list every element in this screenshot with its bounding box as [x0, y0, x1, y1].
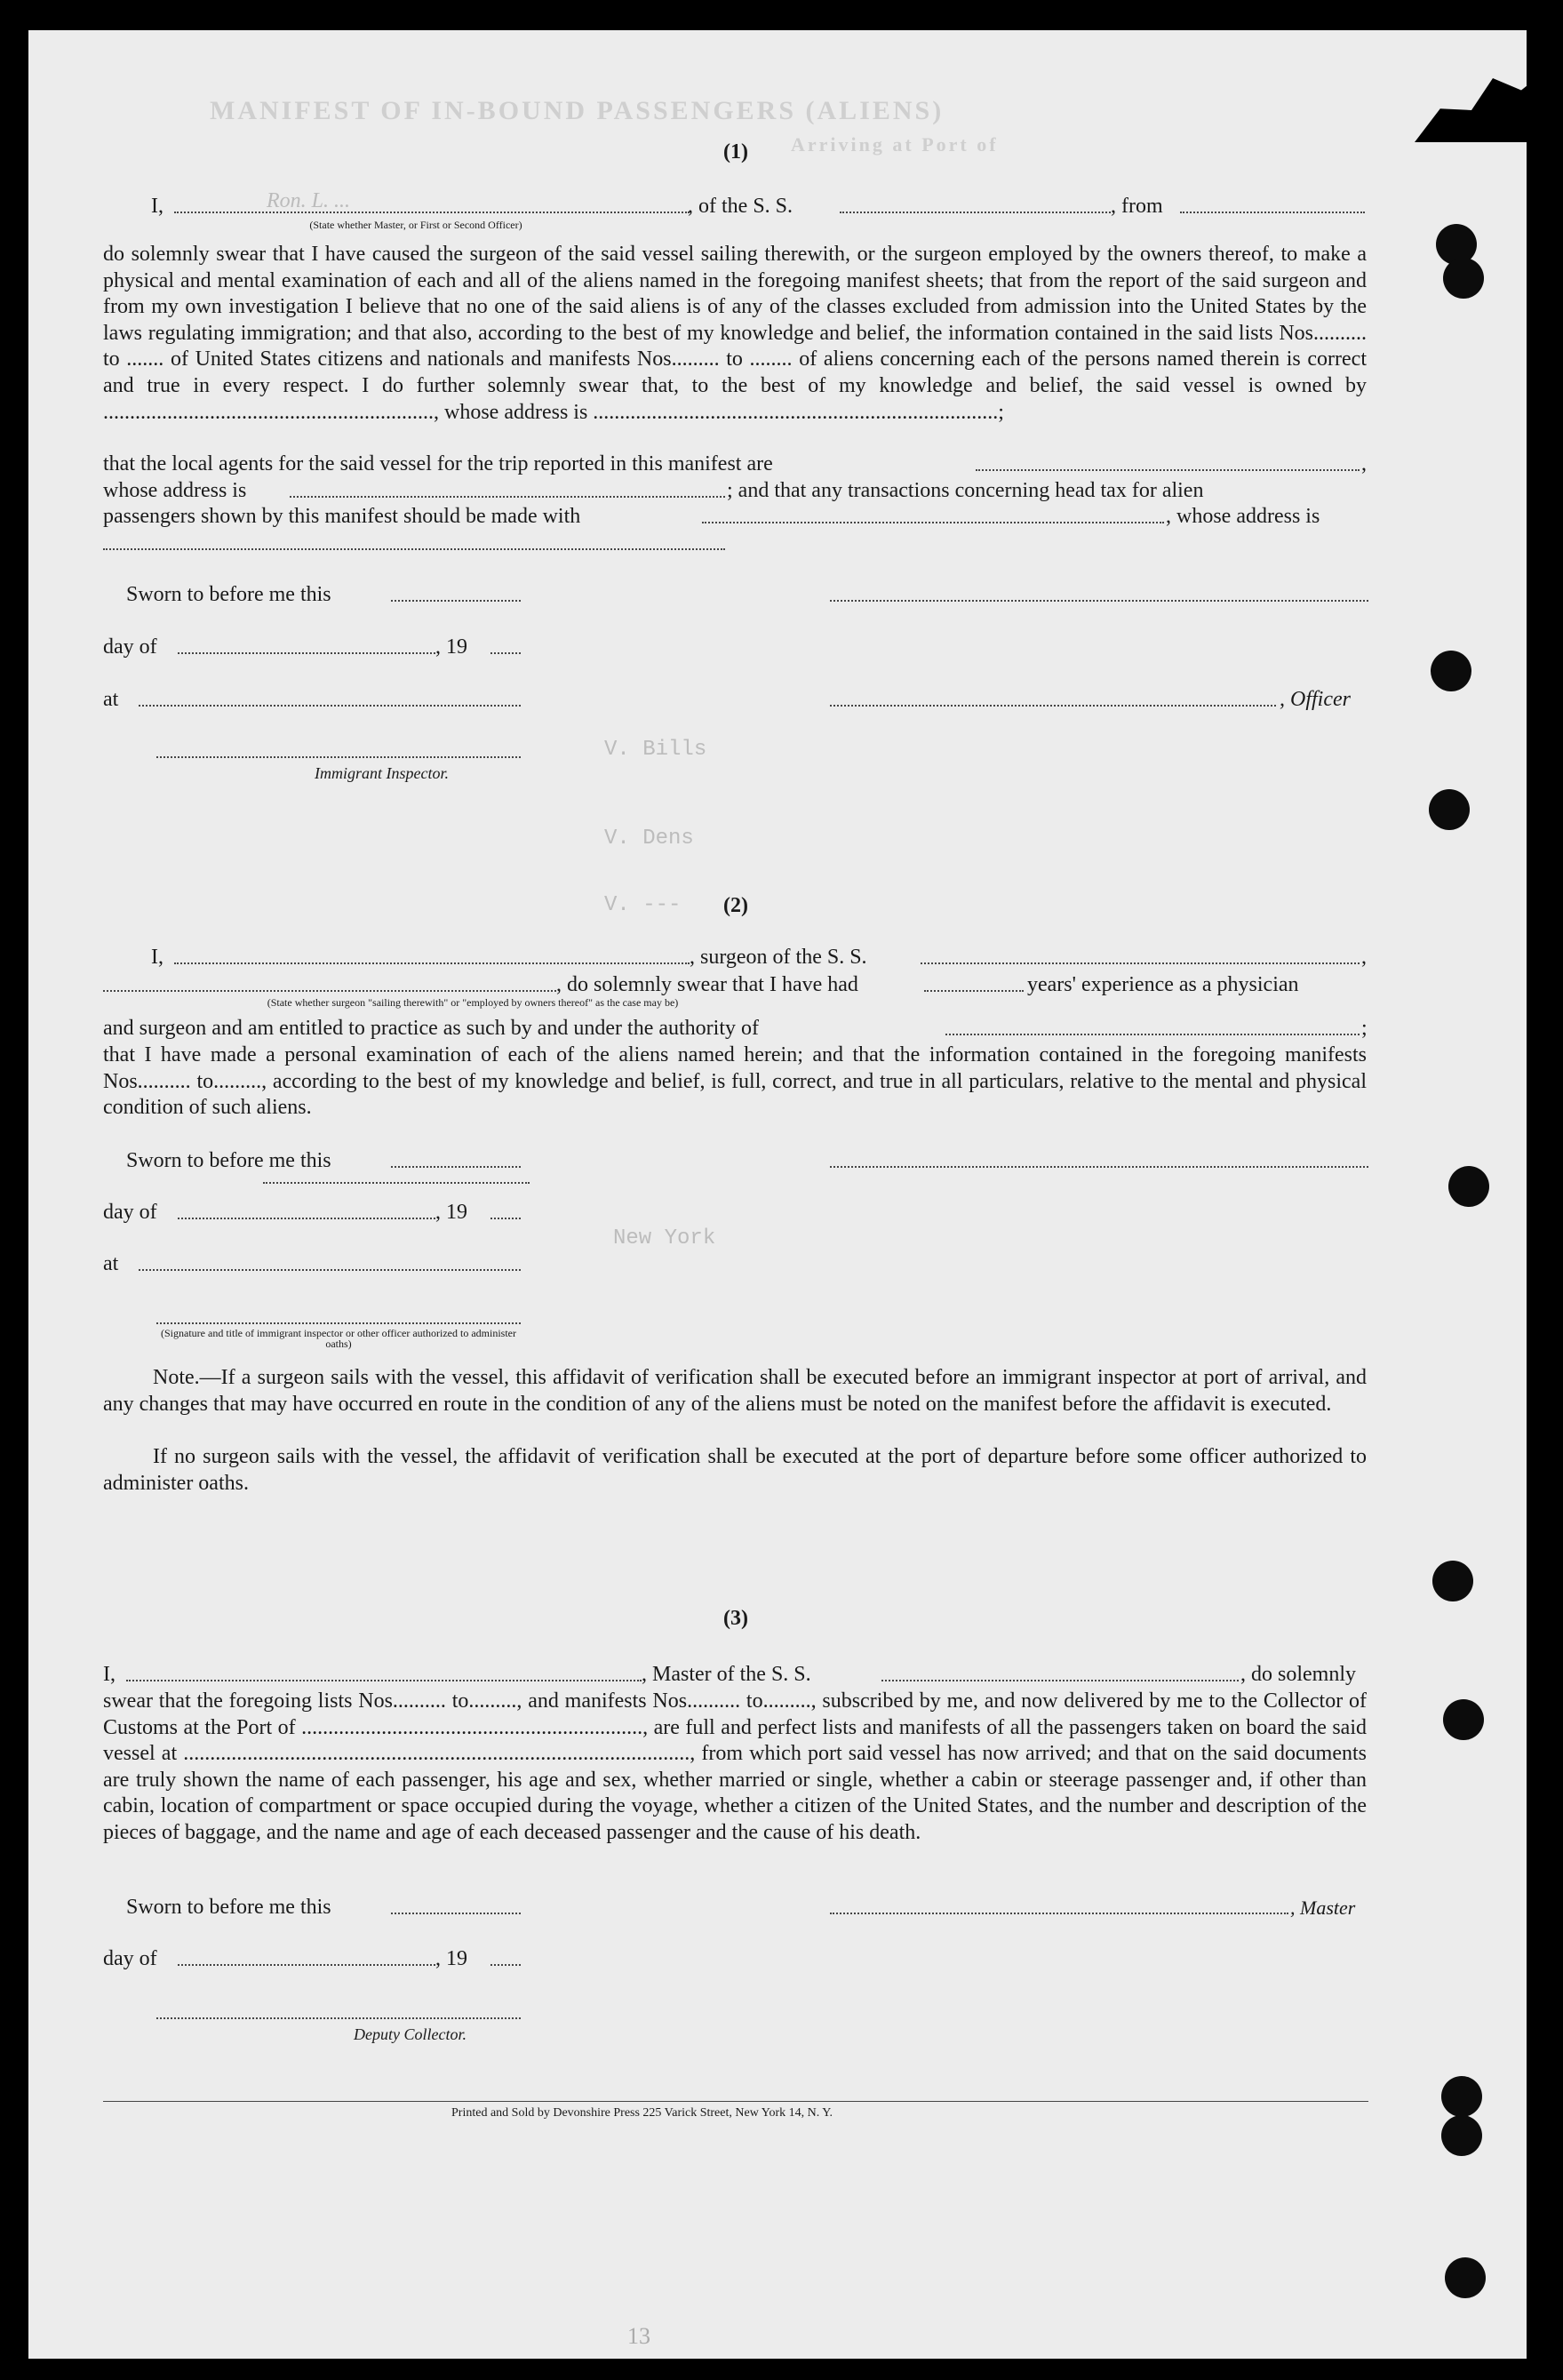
- agent-address-label: whose address is: [103, 479, 247, 502]
- officer-name-line: [174, 212, 690, 213]
- years-line: [924, 990, 1024, 992]
- head-tax-party-line: [702, 522, 1164, 523]
- officer-label: , Officer: [1280, 688, 1351, 711]
- day-of-label: day of: [103, 1947, 157, 1970]
- do-solemnly-label: , do solemnly: [1240, 1663, 1356, 1686]
- binder-hole: [1445, 2257, 1486, 2298]
- do-solemnly-label: , do solemnly swear that I have had: [556, 973, 858, 996]
- agent-address-line: [290, 496, 725, 498]
- section-2-body: that I have made a personal examination of each of the aliens named herein; and that the information contained in the foregoing manifests Nos.......... to........., according to the best of my knowledge and belief, is full, correct, and true in all particulars, relative to the mental and physical condition of such aliens.: [103, 1043, 1367, 1120]
- section-1-i: I,: [151, 195, 163, 218]
- section-2-heading: (2): [723, 894, 748, 917]
- inspector-caption: Immigrant Inspector.: [315, 764, 449, 782]
- binder-hole: [1443, 258, 1484, 299]
- section-1-heading: (1): [723, 140, 748, 164]
- officer-name-handwritten: Ron. L. ...: [267, 189, 351, 212]
- at-label: at: [103, 1252, 119, 1275]
- at-place-line: [139, 1269, 521, 1271]
- master-vessel-line: [881, 1680, 1239, 1681]
- watermark-title: MANIFEST OF IN-BOUND PASSENGERS (ALIENS): [210, 96, 945, 125]
- year-label: , 19: [435, 1201, 467, 1224]
- sworn-day-line: [391, 600, 521, 602]
- authority-line: [945, 1034, 1360, 1035]
- inspector-signature-line: [156, 756, 521, 758]
- sworn-label: Sworn to before me this: [126, 583, 331, 606]
- month-line: [178, 1218, 435, 1219]
- sworn-label: Sworn to before me this: [126, 1896, 331, 1919]
- section-3-i: I,: [103, 1663, 116, 1686]
- binder-hole: [1431, 651, 1471, 691]
- semicolon: ;: [1361, 1017, 1368, 1040]
- month-line: [178, 1964, 435, 1966]
- local-agents-line: [976, 469, 1360, 471]
- sworn-label: Sworn to before me this: [126, 1149, 331, 1172]
- binder-hole: [1441, 2076, 1482, 2117]
- ghost-text: V. ---: [604, 893, 682, 917]
- binder-hole: [1448, 1166, 1489, 1207]
- section-3-heading: (3): [723, 1607, 748, 1630]
- signature-caption: (Signature and title of immigrant inspector or other officer authorized to administer oaths): [161, 1327, 516, 1350]
- authority-label: and surgeon and am entitled to practice as such by and under the authority of: [103, 1017, 759, 1040]
- section-3-body: swear that the foregoing lists Nos.......... to........., and manifests Nos.......... to........., subscribed by me, and now delivered by me to the Collector of Customs at the Port of ................................................................, are full and perfect lists and manifests of all the passengers taken on board the said vessel at ..............................................................................................., from which port said vessel has now arrived; and that on the said documents are truly shown the name of each passenger, his age and sex, whether married or single, whether a cabin or steerage passenger and, if other than cabin, location of compartment or space occupied during the voyage, whether a citizen of the United States, and the number and description of the pieces of baggage, and the name and age of each deceased passenger and the cause of his death.: [103, 1689, 1367, 1844]
- surgeon-name-line: [174, 962, 690, 964]
- year-line: [490, 652, 521, 654]
- sworn-day-line: [391, 1913, 521, 1914]
- note-paragraph-1: Note.—If a surgeon sails with the vessel, this affidavit of verification shall be executed before an immigrant inspector at port of arrival, and any changes that may have occurred en route in the condition of any of the aliens must be noted on the manifest before the affidavit is executed.: [103, 1366, 1367, 1416]
- section-2-caption: (State whether surgeon "sailing therewith" or "employed by owners thereof" as the case may be): [267, 996, 679, 1009]
- surgeon-signature-line: [830, 1166, 1368, 1168]
- year-line: [490, 1218, 521, 1219]
- master-label: , Master: [1290, 1897, 1356, 1919]
- head-tax-address-line: [103, 548, 725, 550]
- year-label: , 19: [435, 1947, 467, 1970]
- year-label: , 19: [435, 635, 467, 659]
- officer-title-line: [830, 705, 1276, 707]
- day-of-label: day of: [103, 1201, 157, 1224]
- binder-hole: [1429, 789, 1470, 830]
- page-number: 13: [627, 2323, 650, 2349]
- surgeon-vessel-line: [921, 962, 1360, 964]
- note-paragraph-2: If no surgeon sails with the vessel, the affidavit of verification shall be executed at the port of departure before some officer authorized to administer oaths.: [103, 1445, 1367, 1495]
- at-label: at: [103, 688, 119, 711]
- day-of-label: day of: [103, 635, 157, 659]
- section-2-i: I,: [151, 946, 163, 969]
- vessel-name-line: [840, 212, 1111, 213]
- surgeon-of-label: , surgeon of the S. S.: [690, 946, 867, 969]
- master-signature-line: [830, 1913, 1288, 1914]
- years-label: years' experience as a physician: [1027, 973, 1299, 996]
- whose-address-label: , whose address is: [1166, 505, 1320, 528]
- comma: ,: [1361, 946, 1367, 969]
- collector-caption: Deputy Collector.: [354, 2025, 467, 2043]
- year-line: [490, 1964, 521, 1966]
- ghost-text: New York: [613, 1226, 716, 1250]
- collector-signature-line: [156, 2017, 521, 2019]
- printer-imprint: Printed and Sold by Devonshire Press 225 Varick Street, New York 14, N. Y.: [451, 2106, 833, 2120]
- head-tax-label: ; and that any transactions concerning head tax for alien: [727, 479, 1204, 502]
- section-1-caption: (State whether Master, or First or Second Officer): [309, 219, 522, 231]
- master-name-line: [126, 1680, 642, 1681]
- binder-hole: [1432, 1561, 1473, 1601]
- sworn-day-line: [391, 1166, 521, 1168]
- comma: ,: [1361, 452, 1367, 475]
- local-agents-label: that the local agents for the said vessel for the trip reported in this manifest are: [103, 452, 773, 475]
- stray-marks: [263, 1182, 530, 1184]
- binder-hole: [1443, 1699, 1484, 1740]
- month-line: [178, 652, 435, 654]
- surgeon-capacity-line: [103, 990, 556, 992]
- ghost-text: V. Bills: [604, 738, 707, 762]
- of-the-ss-label: , of the S. S.: [688, 195, 793, 218]
- inspector-signature-line: [156, 1322, 521, 1324]
- from-port-line: [1180, 212, 1365, 213]
- watermark-subtitle: Arriving at Port of: [791, 133, 999, 156]
- ghost-text: V. Dens: [604, 827, 694, 851]
- from-label: , from: [1111, 195, 1163, 218]
- passengers-label: passengers shown by this manifest should be made with: [103, 505, 581, 528]
- binder-hole: [1441, 2115, 1482, 2156]
- at-place-line: [139, 705, 521, 707]
- master-of-label: , Master of the S. S.: [642, 1663, 811, 1686]
- section-1-body: do solemnly swear that I have caused the surgeon of the said vessel sailing therewith, or the surgeon employed by the owners thereof, to make a physical and mental examination of each and all of the aliens named in the foregoing manifest sheets; that from the report of the said surgeon and from my own investigation I believe that no one of the said aliens is of any of the classes excluded from admission into the United States by the laws regulating immigration; and that also, according to the best of my knowledge and belief, the information contained in the said lists Nos.......... to ....... of United States citizens and nationals and manifests Nos......... to ........ of aliens concerning each of the persons named therein is correct and true in every respect. I do further solemnly swear that, to the best of my knowledge and belief, the said vessel is owned by .............................................................., whose address is ............................................................................;: [103, 243, 1367, 424]
- officer-signature-line: [830, 600, 1368, 602]
- footer-rule: [103, 2101, 1368, 2102]
